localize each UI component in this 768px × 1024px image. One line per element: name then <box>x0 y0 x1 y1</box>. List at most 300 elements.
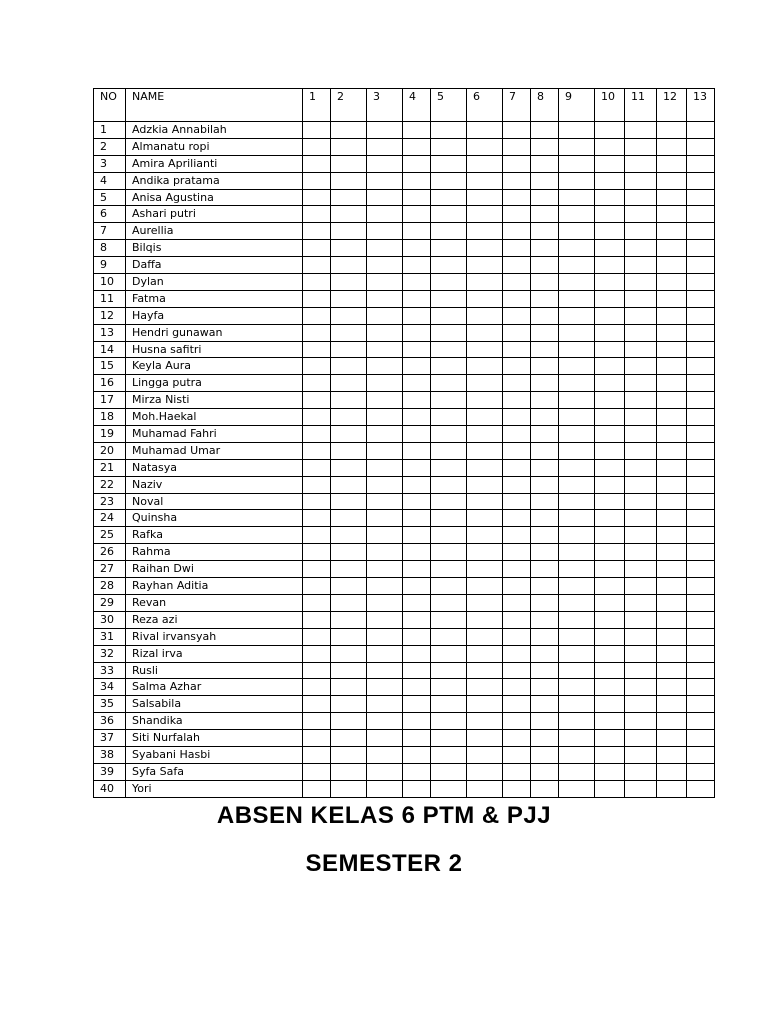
row-number: 37 <box>94 730 126 747</box>
attendance-cell <box>625 358 657 375</box>
attendance-cell <box>595 578 625 595</box>
row-number: 4 <box>94 172 126 189</box>
table-row <box>94 274 715 291</box>
attendance-cell <box>467 257 503 274</box>
attendance-cell <box>503 189 531 206</box>
attendance-cell <box>503 510 531 527</box>
attendance-cell <box>595 510 625 527</box>
attendance-cell <box>331 409 367 426</box>
attendance-cell <box>431 611 467 628</box>
attendance-cell <box>403 240 431 257</box>
attendance-cell <box>403 409 431 426</box>
attendance-cell <box>657 611 687 628</box>
attendance-cell <box>303 561 331 578</box>
attendance-cell <box>303 189 331 206</box>
attendance-cell <box>559 358 595 375</box>
attendance-cell <box>595 274 625 291</box>
attendance-cell <box>331 510 367 527</box>
attendance-cell <box>625 138 657 155</box>
attendance-cell <box>303 307 331 324</box>
attendance-cell <box>467 662 503 679</box>
student-name: Salsabila <box>126 696 303 713</box>
attendance-cell <box>403 493 431 510</box>
student-name: Rusli <box>126 662 303 679</box>
attendance-cell <box>559 611 595 628</box>
attendance-cell <box>503 544 531 561</box>
attendance-cell <box>503 409 531 426</box>
attendance-cell <box>367 172 403 189</box>
attendance-cell <box>559 274 595 291</box>
attendance-cell <box>331 746 367 763</box>
attendance-cell <box>403 358 431 375</box>
table-row <box>94 375 715 392</box>
attendance-cell <box>687 493 715 510</box>
attendance-cell <box>403 561 431 578</box>
attendance-cell <box>687 594 715 611</box>
attendance-cell <box>467 713 503 730</box>
attendance-cell <box>467 561 503 578</box>
attendance-cell <box>367 189 403 206</box>
attendance-cell <box>431 510 467 527</box>
attendance-cell <box>431 696 467 713</box>
table-body <box>94 122 715 798</box>
student-name: Anisa Agustina <box>126 189 303 206</box>
attendance-cell <box>367 392 403 409</box>
attendance-cell <box>531 257 559 274</box>
attendance-cell <box>531 713 559 730</box>
attendance-cell <box>431 713 467 730</box>
attendance-cell <box>687 426 715 443</box>
attendance-cell <box>303 257 331 274</box>
student-name: Aurellia <box>126 223 303 240</box>
attendance-cell <box>625 459 657 476</box>
attendance-cell <box>303 240 331 257</box>
attendance-cell <box>687 544 715 561</box>
row-number: 1 <box>94 122 126 139</box>
header-meeting-5: 5 <box>431 89 467 122</box>
attendance-cell <box>625 763 657 780</box>
student-name: Rival irvansyah <box>126 628 303 645</box>
attendance-cell <box>595 155 625 172</box>
attendance-cell <box>403 730 431 747</box>
student-name: Ashari putri <box>126 206 303 223</box>
attendance-cell <box>467 240 503 257</box>
attendance-cell <box>503 426 531 443</box>
attendance-cell <box>431 223 467 240</box>
attendance-cell <box>331 341 367 358</box>
table-row <box>94 426 715 443</box>
attendance-cell <box>657 375 687 392</box>
attendance-cell <box>559 257 595 274</box>
attendance-cell <box>657 206 687 223</box>
attendance-cell <box>331 172 367 189</box>
student-name: Fatma <box>126 290 303 307</box>
row-number: 18 <box>94 409 126 426</box>
table-header-row <box>94 89 715 122</box>
attendance-cell <box>595 594 625 611</box>
attendance-cell <box>431 578 467 595</box>
student-name: Hendri gunawan <box>126 324 303 341</box>
table-row <box>94 713 715 730</box>
attendance-cell <box>367 780 403 797</box>
attendance-cell <box>503 358 531 375</box>
attendance-cell <box>331 679 367 696</box>
attendance-cell <box>403 307 431 324</box>
attendance-cell <box>595 730 625 747</box>
attendance-cell <box>467 459 503 476</box>
student-name: Rafka <box>126 527 303 544</box>
attendance-cell <box>331 561 367 578</box>
attendance-cell <box>303 122 331 139</box>
attendance-cell <box>367 155 403 172</box>
attendance-cell <box>687 138 715 155</box>
attendance-cell <box>331 324 367 341</box>
attendance-cell <box>403 679 431 696</box>
attendance-cell <box>657 409 687 426</box>
attendance-cell <box>331 240 367 257</box>
attendance-cell <box>467 645 503 662</box>
attendance-cell <box>595 223 625 240</box>
attendance-cell <box>303 138 331 155</box>
row-number: 10 <box>94 274 126 291</box>
student-name: Husna safitri <box>126 341 303 358</box>
attendance-cell <box>331 662 367 679</box>
attendance-cell <box>403 713 431 730</box>
row-number: 27 <box>94 561 126 578</box>
table-row <box>94 476 715 493</box>
attendance-cell <box>625 307 657 324</box>
attendance-cell <box>625 780 657 797</box>
attendance-cell <box>687 358 715 375</box>
attendance-cell <box>367 223 403 240</box>
attendance-cell <box>403 544 431 561</box>
attendance-cell <box>403 628 431 645</box>
attendance-cell <box>625 544 657 561</box>
attendance-cell <box>625 257 657 274</box>
attendance-cell <box>403 189 431 206</box>
attendance-cell <box>531 696 559 713</box>
attendance-cell <box>687 341 715 358</box>
row-number: 2 <box>94 138 126 155</box>
attendance-cell <box>625 611 657 628</box>
attendance-cell <box>559 155 595 172</box>
attendance-cell <box>467 696 503 713</box>
attendance-cell <box>367 257 403 274</box>
table-row <box>94 358 715 375</box>
attendance-cell <box>595 189 625 206</box>
attendance-cell <box>503 493 531 510</box>
table-row <box>94 122 715 139</box>
attendance-cell <box>687 696 715 713</box>
row-number: 13 <box>94 324 126 341</box>
attendance-cell <box>303 527 331 544</box>
attendance-cell <box>431 189 467 206</box>
attendance-cell <box>303 274 331 291</box>
row-number: 34 <box>94 679 126 696</box>
student-name: Rizal irva <box>126 645 303 662</box>
attendance-cell <box>403 459 431 476</box>
attendance-cell <box>559 763 595 780</box>
student-name: Mirza Nisti <box>126 392 303 409</box>
attendance-cell <box>467 476 503 493</box>
row-number: 16 <box>94 375 126 392</box>
student-name: Rahma <box>126 544 303 561</box>
attendance-cell <box>625 290 657 307</box>
attendance-cell <box>531 240 559 257</box>
attendance-cell <box>503 780 531 797</box>
header-meeting-11: 11 <box>625 89 657 122</box>
attendance-cell <box>331 392 367 409</box>
attendance-cell <box>367 426 403 443</box>
attendance-cell <box>531 780 559 797</box>
attendance-cell <box>625 409 657 426</box>
attendance-cell <box>531 307 559 324</box>
attendance-cell <box>625 240 657 257</box>
attendance-cell <box>303 324 331 341</box>
table-row <box>94 324 715 341</box>
attendance-cell <box>303 594 331 611</box>
attendance-cell <box>467 341 503 358</box>
row-number: 7 <box>94 223 126 240</box>
attendance-cell <box>467 206 503 223</box>
attendance-cell <box>595 679 625 696</box>
attendance-cell <box>403 662 431 679</box>
student-name: Natasya <box>126 459 303 476</box>
attendance-table <box>93 88 715 798</box>
attendance-cell <box>503 392 531 409</box>
attendance-cell <box>657 780 687 797</box>
attendance-cell <box>625 155 657 172</box>
attendance-cell <box>687 459 715 476</box>
row-number: 6 <box>94 206 126 223</box>
table-row <box>94 527 715 544</box>
attendance-cell <box>503 122 531 139</box>
attendance-cell <box>403 223 431 240</box>
attendance-cell <box>657 662 687 679</box>
table-row <box>94 578 715 595</box>
attendance-cell <box>367 746 403 763</box>
attendance-cell <box>559 392 595 409</box>
attendance-cell <box>531 442 559 459</box>
table-row <box>94 662 715 679</box>
attendance-cell <box>625 510 657 527</box>
attendance-cell <box>657 223 687 240</box>
attendance-cell <box>431 763 467 780</box>
attendance-cell <box>595 375 625 392</box>
attendance-cell <box>595 172 625 189</box>
attendance-cell <box>657 763 687 780</box>
attendance-cell <box>687 611 715 628</box>
attendance-cell <box>531 561 559 578</box>
attendance-cell <box>331 257 367 274</box>
attendance-cell <box>559 544 595 561</box>
attendance-cell <box>431 155 467 172</box>
attendance-cell <box>531 594 559 611</box>
row-number: 35 <box>94 696 126 713</box>
table-row <box>94 392 715 409</box>
attendance-cell <box>559 476 595 493</box>
attendance-cell <box>657 341 687 358</box>
attendance-cell <box>367 662 403 679</box>
attendance-cell <box>559 172 595 189</box>
attendance-cell <box>531 510 559 527</box>
attendance-cell <box>331 223 367 240</box>
attendance-cell <box>431 527 467 544</box>
row-number: 23 <box>94 493 126 510</box>
attendance-cell <box>625 274 657 291</box>
attendance-cell <box>367 645 403 662</box>
header-no: NO <box>94 89 126 122</box>
table-row <box>94 679 715 696</box>
header-meeting-1: 1 <box>303 89 331 122</box>
attendance-cell <box>367 442 403 459</box>
attendance-cell <box>595 561 625 578</box>
attendance-cell <box>531 493 559 510</box>
attendance-cell <box>503 240 531 257</box>
attendance-cell <box>367 578 403 595</box>
attendance-cell <box>331 611 367 628</box>
table-row <box>94 763 715 780</box>
attendance-cell <box>595 527 625 544</box>
row-number: 12 <box>94 307 126 324</box>
attendance-cell <box>431 290 467 307</box>
attendance-cell <box>503 746 531 763</box>
attendance-cell <box>595 290 625 307</box>
attendance-cell <box>531 544 559 561</box>
attendance-cell <box>431 730 467 747</box>
attendance-cell <box>687 392 715 409</box>
attendance-cell <box>595 763 625 780</box>
attendance-cell <box>657 189 687 206</box>
student-name: Andika pratama <box>126 172 303 189</box>
attendance-cell <box>625 730 657 747</box>
attendance-cell <box>503 138 531 155</box>
attendance-cell <box>531 628 559 645</box>
attendance-cell <box>559 240 595 257</box>
attendance-cell <box>559 324 595 341</box>
header-meeting-10: 10 <box>595 89 625 122</box>
attendance-cell <box>467 155 503 172</box>
attendance-cell <box>303 611 331 628</box>
attendance-cell <box>331 527 367 544</box>
attendance-cell <box>303 426 331 443</box>
attendance-cell <box>403 392 431 409</box>
attendance-cell <box>503 527 531 544</box>
student-name: Syfa Safa <box>126 763 303 780</box>
attendance-cell <box>657 459 687 476</box>
attendance-cell <box>657 274 687 291</box>
attendance-cell <box>625 122 657 139</box>
attendance-cell <box>531 324 559 341</box>
table-row <box>94 628 715 645</box>
row-number: 3 <box>94 155 126 172</box>
attendance-cell <box>559 122 595 139</box>
attendance-cell <box>687 628 715 645</box>
attendance-cell <box>403 155 431 172</box>
attendance-cell <box>657 544 687 561</box>
attendance-cell <box>331 544 367 561</box>
row-number: 32 <box>94 645 126 662</box>
attendance-cell <box>467 122 503 139</box>
attendance-cell <box>303 459 331 476</box>
attendance-cell <box>559 713 595 730</box>
attendance-cell <box>403 375 431 392</box>
student-name: Moh.Haekal <box>126 409 303 426</box>
attendance-cell <box>431 426 467 443</box>
attendance-cell <box>503 459 531 476</box>
attendance-cell <box>503 594 531 611</box>
attendance-cell <box>595 206 625 223</box>
attendance-cell <box>657 476 687 493</box>
attendance-cell <box>503 662 531 679</box>
attendance-cell <box>467 274 503 291</box>
attendance-cell <box>403 527 431 544</box>
attendance-cell <box>531 459 559 476</box>
table-row <box>94 696 715 713</box>
attendance-cell <box>595 409 625 426</box>
attendance-cell <box>467 392 503 409</box>
attendance-cell <box>559 442 595 459</box>
attendance-cell <box>503 713 531 730</box>
student-name: Syabani Hasbi <box>126 746 303 763</box>
attendance-cell <box>625 713 657 730</box>
table-row <box>94 240 715 257</box>
attendance-cell <box>431 257 467 274</box>
attendance-cell <box>503 611 531 628</box>
attendance-cell <box>303 358 331 375</box>
student-name: Almanatu ropi <box>126 138 303 155</box>
attendance-cell <box>331 155 367 172</box>
attendance-cell <box>657 426 687 443</box>
attendance-cell <box>559 561 595 578</box>
header-meeting-7: 7 <box>503 89 531 122</box>
attendance-cell <box>431 206 467 223</box>
attendance-cell <box>595 476 625 493</box>
table-row <box>94 155 715 172</box>
attendance-cell <box>331 138 367 155</box>
attendance-cell <box>367 763 403 780</box>
attendance-cell <box>367 240 403 257</box>
attendance-cell <box>503 561 531 578</box>
student-name: Dylan <box>126 274 303 291</box>
table-row <box>94 730 715 747</box>
header-meeting-12: 12 <box>657 89 687 122</box>
attendance-cell <box>559 662 595 679</box>
attendance-cell <box>595 341 625 358</box>
row-number: 31 <box>94 628 126 645</box>
student-name: Amira Aprilianti <box>126 155 303 172</box>
attendance-cell <box>331 780 367 797</box>
attendance-cell <box>503 206 531 223</box>
row-number: 14 <box>94 341 126 358</box>
attendance-cell <box>687 476 715 493</box>
attendance-cell <box>431 476 467 493</box>
student-name: Noval <box>126 493 303 510</box>
attendance-cell <box>531 730 559 747</box>
attendance-cell <box>657 510 687 527</box>
table-row <box>94 442 715 459</box>
attendance-cell <box>467 409 503 426</box>
attendance-cell <box>403 746 431 763</box>
attendance-cell <box>331 442 367 459</box>
student-name: Adzkia Annabilah <box>126 122 303 139</box>
attendance-cell <box>559 510 595 527</box>
attendance-cell <box>625 324 657 341</box>
attendance-cell <box>559 578 595 595</box>
attendance-cell <box>531 392 559 409</box>
attendance-cell <box>367 476 403 493</box>
attendance-cell <box>331 375 367 392</box>
